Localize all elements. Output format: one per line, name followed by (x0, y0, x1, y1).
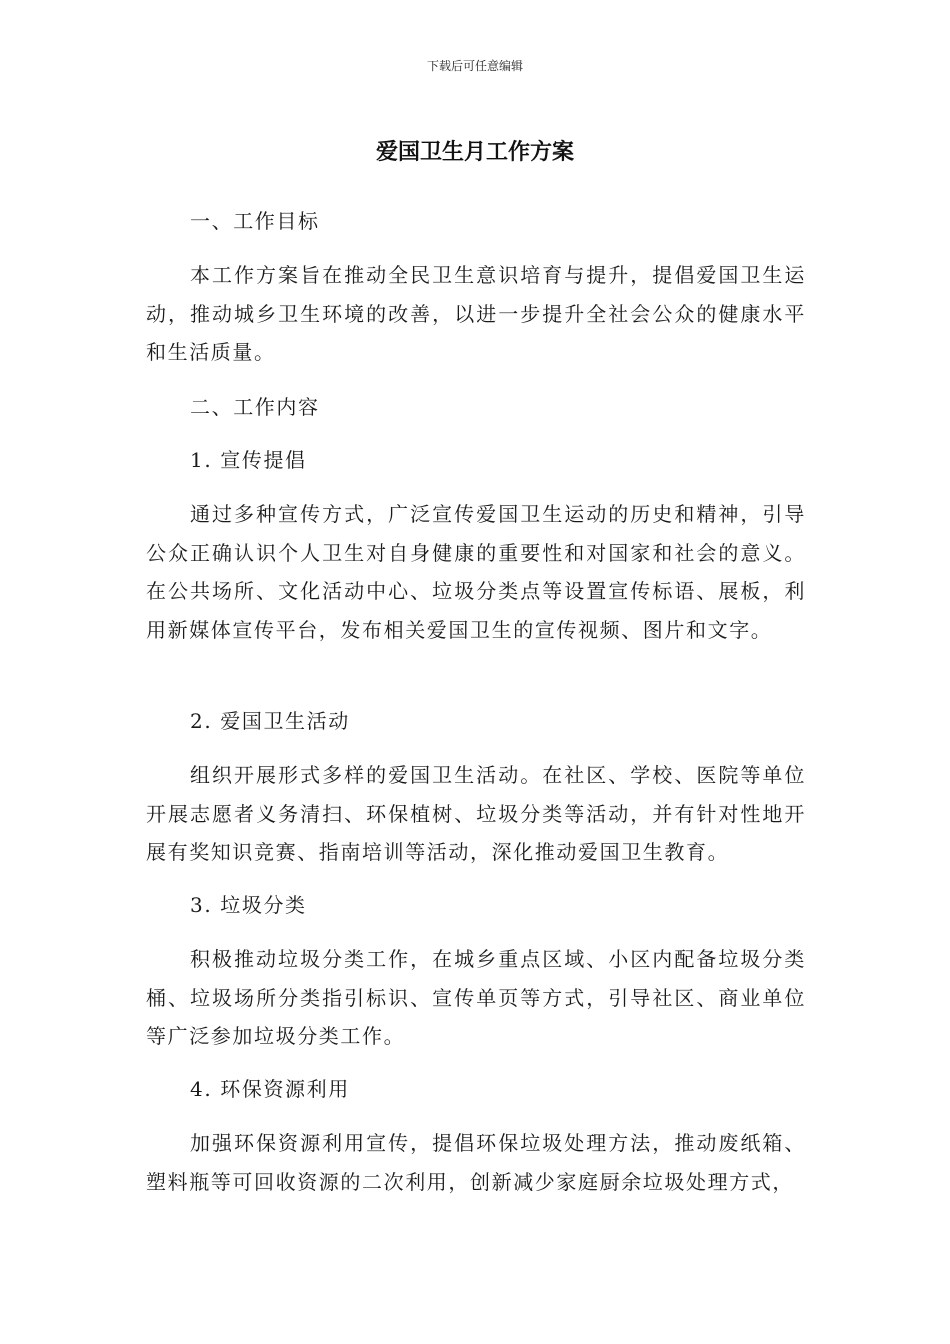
paragraph: 加强环保资源利用宣传，提倡环保垃圾处理方法，推动废纸箱、塑料瓶等可回收资源的二次利用，创新减少家庭厨余垃圾处理方式， (146, 1131, 806, 1194)
document-title: 爱国卫生月工作方案 (375, 140, 574, 165)
subsection-heading: 2. 爱国卫生活动 (190, 709, 350, 733)
section-heading: 一、工作目标 (190, 209, 320, 233)
paragraph: 通过多种宣传方式，广泛宣传爱国卫生运动的历史和精神，引导公众正确认识个人卫生对自身健康的重要性和对国家和社会的意义。在公共场所、文化活动中心、垃圾分类点等设置宣传标语、展板，利用新媒体宣传平台，发布相关爱国卫生的宣传视频、图片和文字。 (146, 502, 806, 642)
subsection-heading: 1. 宣传提倡 (190, 448, 307, 472)
page-header: 下载后可任意编辑 (426, 59, 523, 73)
subsection-heading: 4. 环保资源利用 (190, 1077, 350, 1101)
section-heading: 二、工作内容 (190, 395, 320, 419)
paragraph: 积极推动垃圾分类工作，在城乡重点区域、小区内配备垃圾分类桶、垃圾场所分类指引标识、宣传单页等方式，引导社区、商业单位等广泛参加垃圾分类工作。 (146, 947, 806, 1048)
paragraph: 本工作方案旨在推动全民卫生意识培育与提升，提倡爱国卫生运动，推动城乡卫生环境的改善，以进一步提升全社会公众的健康水平和生活质量。 (146, 263, 806, 364)
paragraph: 组织开展形式多样的爱国卫生活动。在社区、学校、医院等单位开展志愿者义务清扫、环保植树、垃圾分类等活动，并有针对性地开展有奖知识竞赛、指南培训等活动，深化推动爱国卫生教育。 (146, 763, 806, 864)
subsection-heading: 3. 垃圾分类 (190, 893, 307, 917)
